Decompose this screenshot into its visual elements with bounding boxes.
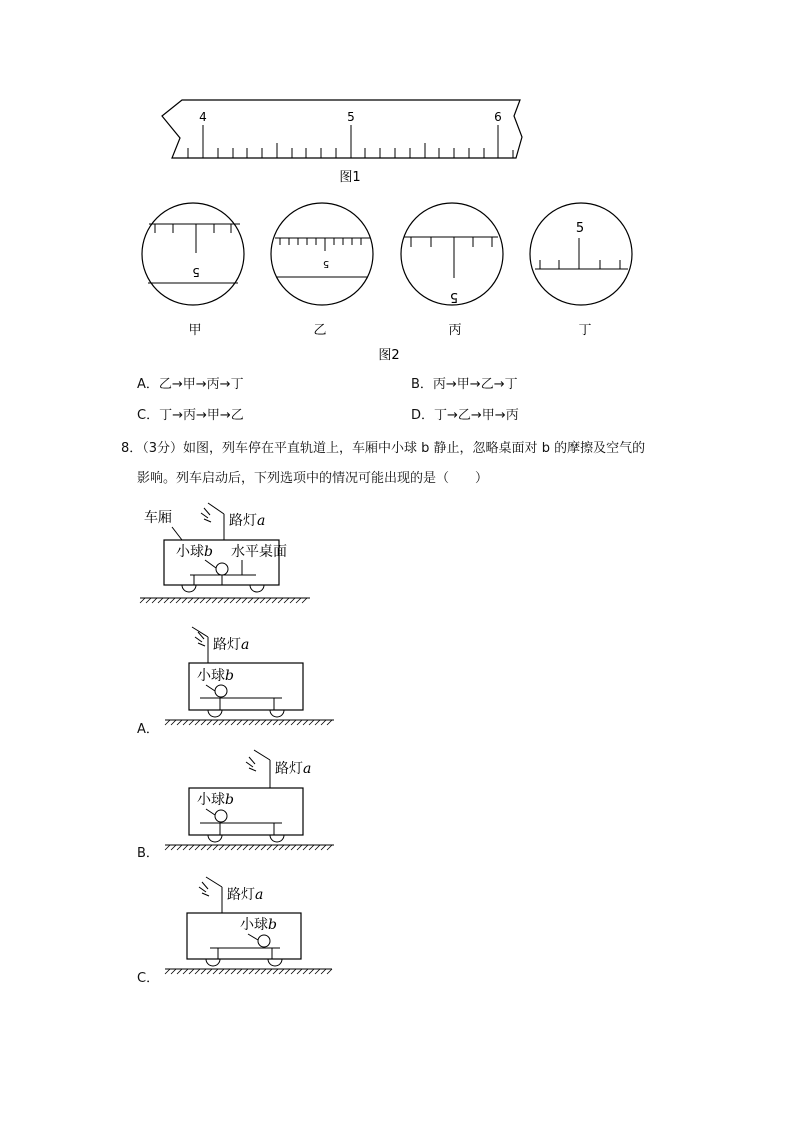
ruler-label-4: 4 [199,110,207,124]
figure-2-views [130,198,650,368]
q8-option-b-letter: B． [137,846,159,861]
q8-ball-label: 小球b [176,544,213,560]
view-jia-digit: 5 [192,265,200,279]
label-jia: 甲 [188,323,202,338]
q7-option-a: A．乙→甲→丙→丁 [137,377,244,392]
q7-option-d: D．丁→乙→甲→丙 [411,408,519,423]
view-jia [142,203,244,305]
figure-2-caption: 图2 [378,348,400,363]
view-ding-digit: 5 [575,221,585,236]
label-bing: 丙 [448,323,462,338]
q8-table-label: 水平桌面 [231,544,287,560]
q8-option-c-letter: C． [137,971,160,986]
view-bing-digit: 5 [449,289,459,304]
q8-option-a-figure [162,623,342,729]
figure-1-caption: 图1 [339,170,361,185]
q8-main-figure [138,498,318,608]
ruler-label-5: 5 [347,110,355,124]
q7-option-b: B．丙→甲→乙→丁 [411,377,518,392]
label-ding: 丁 [578,323,592,338]
option-c-lamp-label: 路灯a [227,887,264,903]
figure-1-ruler [150,92,540,192]
lamp-icon [246,750,270,788]
q8-lamp-label: 路灯a [229,513,266,529]
ruler-label-6: 6 [494,110,502,124]
option-c-ball-label: 小球b [240,917,277,933]
label-yi: 乙 [313,323,327,338]
q8-option-c-figure [160,872,340,978]
q8-stem-line2: 影响。列车启动后，下列选项中的情况可能出现的是（ ） [137,471,489,486]
lamp-icon [192,627,208,663]
q8-option-a-letter: A． [137,722,159,737]
option-a-ball-label: 小球b [197,668,234,684]
option-b-lamp-label: 路灯a [275,761,312,777]
lamp-icon [201,503,224,540]
q8-option-b-figure [162,745,342,855]
view-ding [530,203,632,305]
q8-stem-line1: 8．（3分）如图，列车停在平直轨道上，车厢中小球 b 静止，忽略桌面对 b 的摩擦及空气的 [121,441,646,456]
view-bing [401,203,503,305]
view-yi-digit: 5 [322,258,330,269]
view-yi [271,203,373,305]
q7-option-c: C．丁→丙→甲→乙 [137,408,244,423]
q8-carriage-label: 车厢 [144,510,172,526]
ruler-ticks [188,125,513,158]
option-a-lamp-label: 路灯a [213,637,250,653]
option-b-ball-label: 小球b [197,792,234,808]
lamp-icon [199,877,222,913]
